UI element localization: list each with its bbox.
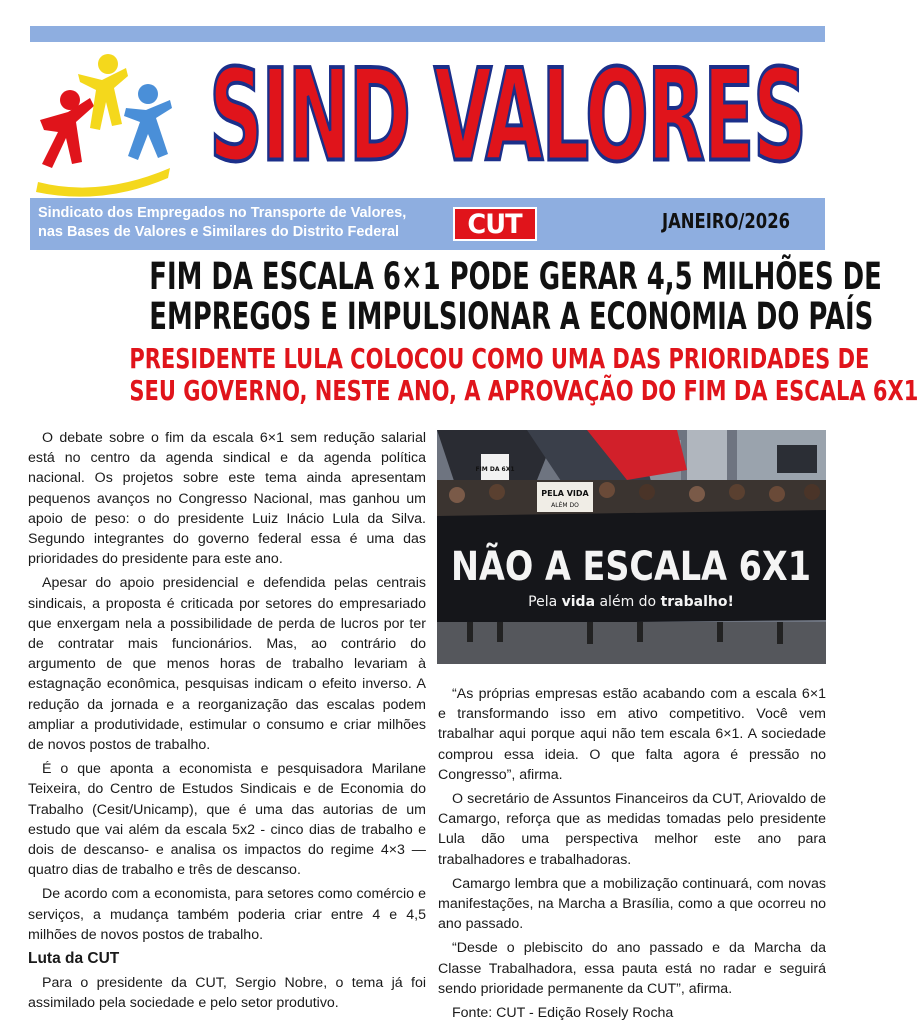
protest-photo bbox=[437, 430, 882, 664]
article-paragraph: O debate sobre o fim da escala 6×1 sem redução salarial está no centro da agenda sindical e da agenda política nacional. Os projetos sobre este tema ainda apresentam pequenos avanços no Congresso Nacional, mas ganhou um apoio de peso: o do presidente Luiz Inácio Lula da Silva. Segundo integrantes do governo federal essa é uma das prioridades do presidente para este ano. bbox=[28, 430, 426, 568]
protest-sign-left-text: FIM DA 6X1 bbox=[475, 466, 515, 473]
article-paragraph: “As próprias empresas estão acabando com a escala 6×1 e transformando isso em ativo competitivo. Você vem trabalhar aqui porque aqui não tem escala 6×1. A sociedade comprou essa ideia. O que falta agora é pressão no Congresso”, afirma. bbox=[438, 686, 826, 783]
subheadline: PRESIDENTE LULA COLOCOU COMO UMA DAS PRIORIDADES DE SEU GOVERNO, NESTE ANO, A APROVAÇÃO DO FIM DA ESCALA 6X1 bbox=[129, 342, 918, 407]
article-paragraph: De acordo com a economista, para setores como comércio e serviços, a mudança também poderia criar entre 4 e 4,5 milhões de novos postos de trabalho. bbox=[28, 886, 426, 943]
protest-photo-illustration bbox=[437, 430, 882, 664]
union-people-logo-icon bbox=[30, 50, 180, 200]
article-right-column bbox=[438, 684, 826, 1027]
masthead-info-bar bbox=[30, 198, 825, 250]
article-paragraph: O secretário de Assuntos Financeiros da CUT, Ariovaldo de Camargo, reforça que as medidas tomadas pelo presidente Lula dão uma perspectiva melhor este ano para trabalhadores e trabalhadoras. bbox=[438, 791, 826, 868]
article-paragraph: É o que aponta a economista e pesquisadora Marilane Teixeira, do Centro de Estudos Sindicais e de Economia do Trabalho (Cesit/Unicamp), que é uma das autorias de um estudo que vai além da escala 5x2 - cinco dias de trabalho e dois de descanso- e analisa os impactos do regime 4×3 — quatro dias de trabalho e três de descanso. bbox=[28, 761, 426, 879]
article-paragraph: Camargo lembra que a mobilização continuará, com novas manifestações, na Marcha a Brasília, como a que ocorreu no ano passado. bbox=[438, 875, 826, 933]
issue-date: JANEIRO/2026 bbox=[662, 209, 791, 233]
article-source: Fonte: CUT - Edição Rosely Rocha bbox=[452, 1005, 674, 1022]
article-paragraph: “Desde o plebiscito do ano passado e da Marcha da Classe Trabalhadora, essa pauta está no radar e seguirá sendo prioridade permanente da CUT”, afirma. bbox=[438, 940, 826, 997]
protest-sign-center-line2: ALÉM DO bbox=[551, 502, 579, 509]
masthead-brand-title: SIND VALORES bbox=[208, 42, 806, 190]
article-paragraph: Para o presidente da CUT, Sergio Nobre, o tema já foi assimilado pela sociedade e pelo setor produtivo. bbox=[28, 975, 426, 1012]
masthead bbox=[30, 42, 825, 198]
cut-logo: CUT bbox=[453, 207, 537, 241]
article-paragraph: Apesar do apoio presidencial e defendida pelas centrais sindicais, a proposta é criticada por setores do empresariado que enxergam nela a possibilidade de perda de lucros por ter de contratar mais funcionários. Mas, ao contrário do argumento de que menos horas de trabalho levariam à estagnação econômica, pesquisas indicam o efeito inverso. A redução da jornada e a reorganização das escalas podem ampliar a produtividade, estimular o consumo e criar milhões de novos postos de trabalho. bbox=[28, 575, 426, 754]
protest-sign-center-line1: PELA VIDA bbox=[541, 489, 589, 498]
article-left-column bbox=[28, 428, 426, 1018]
banner-main-text: NÃO A ESCALA 6X1 bbox=[451, 544, 882, 590]
banner-sub-text: Pela vida além do trabalho! bbox=[528, 594, 734, 610]
section-heading: Luta da CUT bbox=[28, 950, 120, 968]
main-headline: FIM DA ESCALA 6×1 PODE GERAR 4,5 MILHÕES DE EMPREGOS E IMPULSIONAR A ECONOMIA DO PAÍS bbox=[149, 255, 882, 338]
union-subtitle: Sindicato dos Empregados no Transporte de Valores, nas Bases de Valores e Similares do Distrito Federal bbox=[38, 205, 407, 240]
